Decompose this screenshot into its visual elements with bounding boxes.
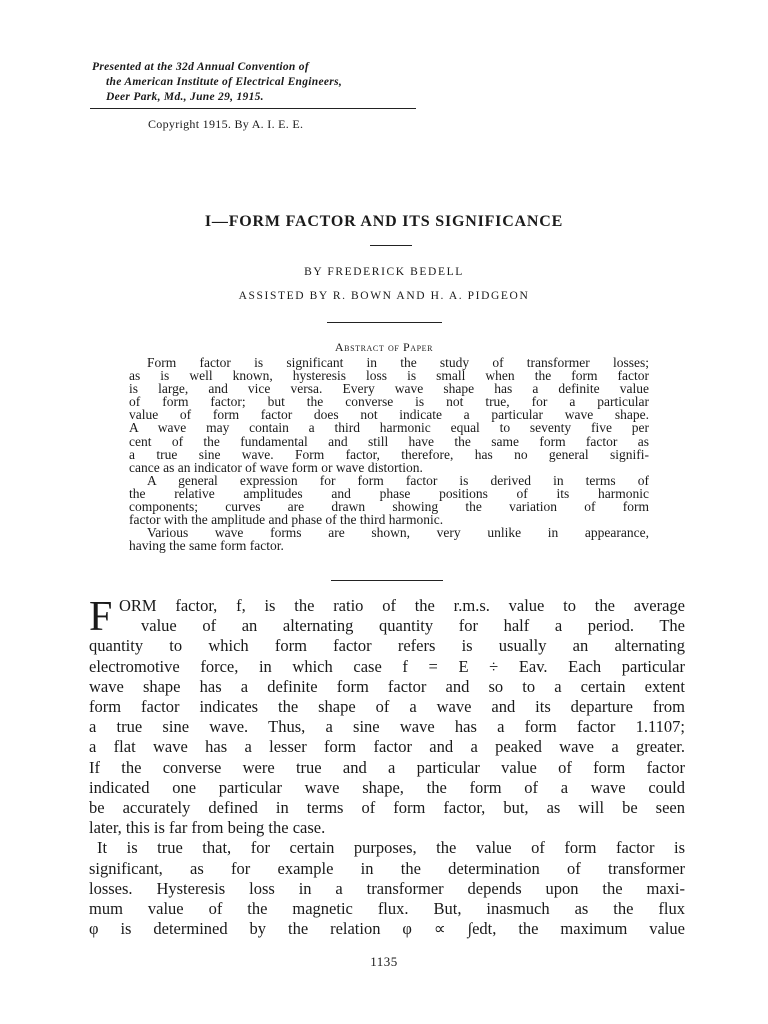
abstract-line: A wave may contain a third harmonic equal to seventy five per [129,420,649,436]
body-line: It is true that, for certain purposes, the value of form factor is [97,838,685,858]
abstract-line: value of form factor does not indicate a particular wave shape. [129,407,649,423]
abstract-line: Form factor is significant in the study of transformer losses; [147,355,649,370]
presentation-note [92,60,422,105]
abstract-line: A general expression for form factor is derived in terms of [147,472,649,488]
body-line: electromotive force, in which case f = E ÷ Eav. Each particular [89,656,685,676]
body-line: a true sine wave. Thus, a sine wave has a form factor 1.1107; [89,717,685,737]
body-line: indicated one particular wave shape, the form of a wave could [89,777,685,797]
abstract-line: factor with the amplitude and phase of the third harmonic. [129,512,444,528]
body-line: a flat wave has a lesser form factor and a peaked wave a greater. [89,737,685,757]
body-line: mum value of the magnetic flux. But, inasmuch as the flux [89,899,685,919]
abstract-line: the relative amplitudes and phase positions of its harmonic [129,485,649,501]
abstract-line: a true sine wave. Form factor, therefore, has no general signifi- [129,446,649,462]
body-line: form factor indicates the shape of a wave and its departure from [89,697,685,717]
title-divider [370,245,412,246]
paper-title: I—FORM FACTOR AND ITS SIGNIFICANCE [204,213,564,230]
body-line: be accurately defined in terms of form factor, but, as will be seen [89,798,685,818]
presented-line: Deer Park, Md., June 29, 1915. [106,91,264,103]
abstract-divider [331,580,443,581]
abstract-heading: Abstract of Paper [334,340,434,354]
presented-line: the American Institute of Electrical Engineers, [106,76,343,88]
body-line: quantity to which form factor refers is usually an alternating [89,636,685,656]
drop-cap: F [89,594,113,640]
abstract-line: Various wave forms are shown, very unlike in appearance, [147,525,649,541]
abstract-line: having the same form factor. [129,538,284,554]
header-divider [90,108,416,109]
body-line: wave shape has a definite form factor and so to a certain extent [89,676,685,696]
assistants-line: ASSISTED BY R. BOWN AND H. A. PIDGEON [238,290,530,302]
body-line: losses. Hysteresis loss in a transformer depends upon the maxi- [89,878,685,898]
body-line: If the converse were true and a particular value of form factor [89,757,685,777]
body-line: later, this is far from being the case. [89,818,326,838]
author-line: BY FREDERICK BEDELL [304,266,464,278]
abstract-text [129,356,649,552]
body-text [89,596,685,939]
body-line: value of an alternating quantity for half a period. The [141,616,685,636]
copyright-notice: Copyright 1915. By A. I. E. E. [148,117,304,131]
abstract-line: cent of the fundamental and still have the same form factor as [129,433,649,449]
abstract-line: as is well known, hysteresis loss is small when the form factor [129,368,649,384]
abstract-line: is large, and vice versa. Every wave shape has a definite value [129,381,649,397]
abstract-line: cance as an indicator of wave form or wave distortion. [129,459,423,475]
abstract-line: components; curves are drawn showing the variation of form [129,499,649,515]
body-line: significant, as for example in the determination of transformer [89,858,685,878]
body-line: ORM factor, f, is the ratio of the r.m.s. value to the average [119,596,685,615]
presented-line: Presented at the 32d Annual Convention of [92,61,309,73]
byline-divider [327,322,442,323]
body-line: φ is determined by the relation φ ∝ ∫edt, the maximum value [89,919,685,939]
page-number: 1135 [370,954,398,969]
abstract-line: of form factor; but the converse is not true, for a particular [129,394,649,410]
